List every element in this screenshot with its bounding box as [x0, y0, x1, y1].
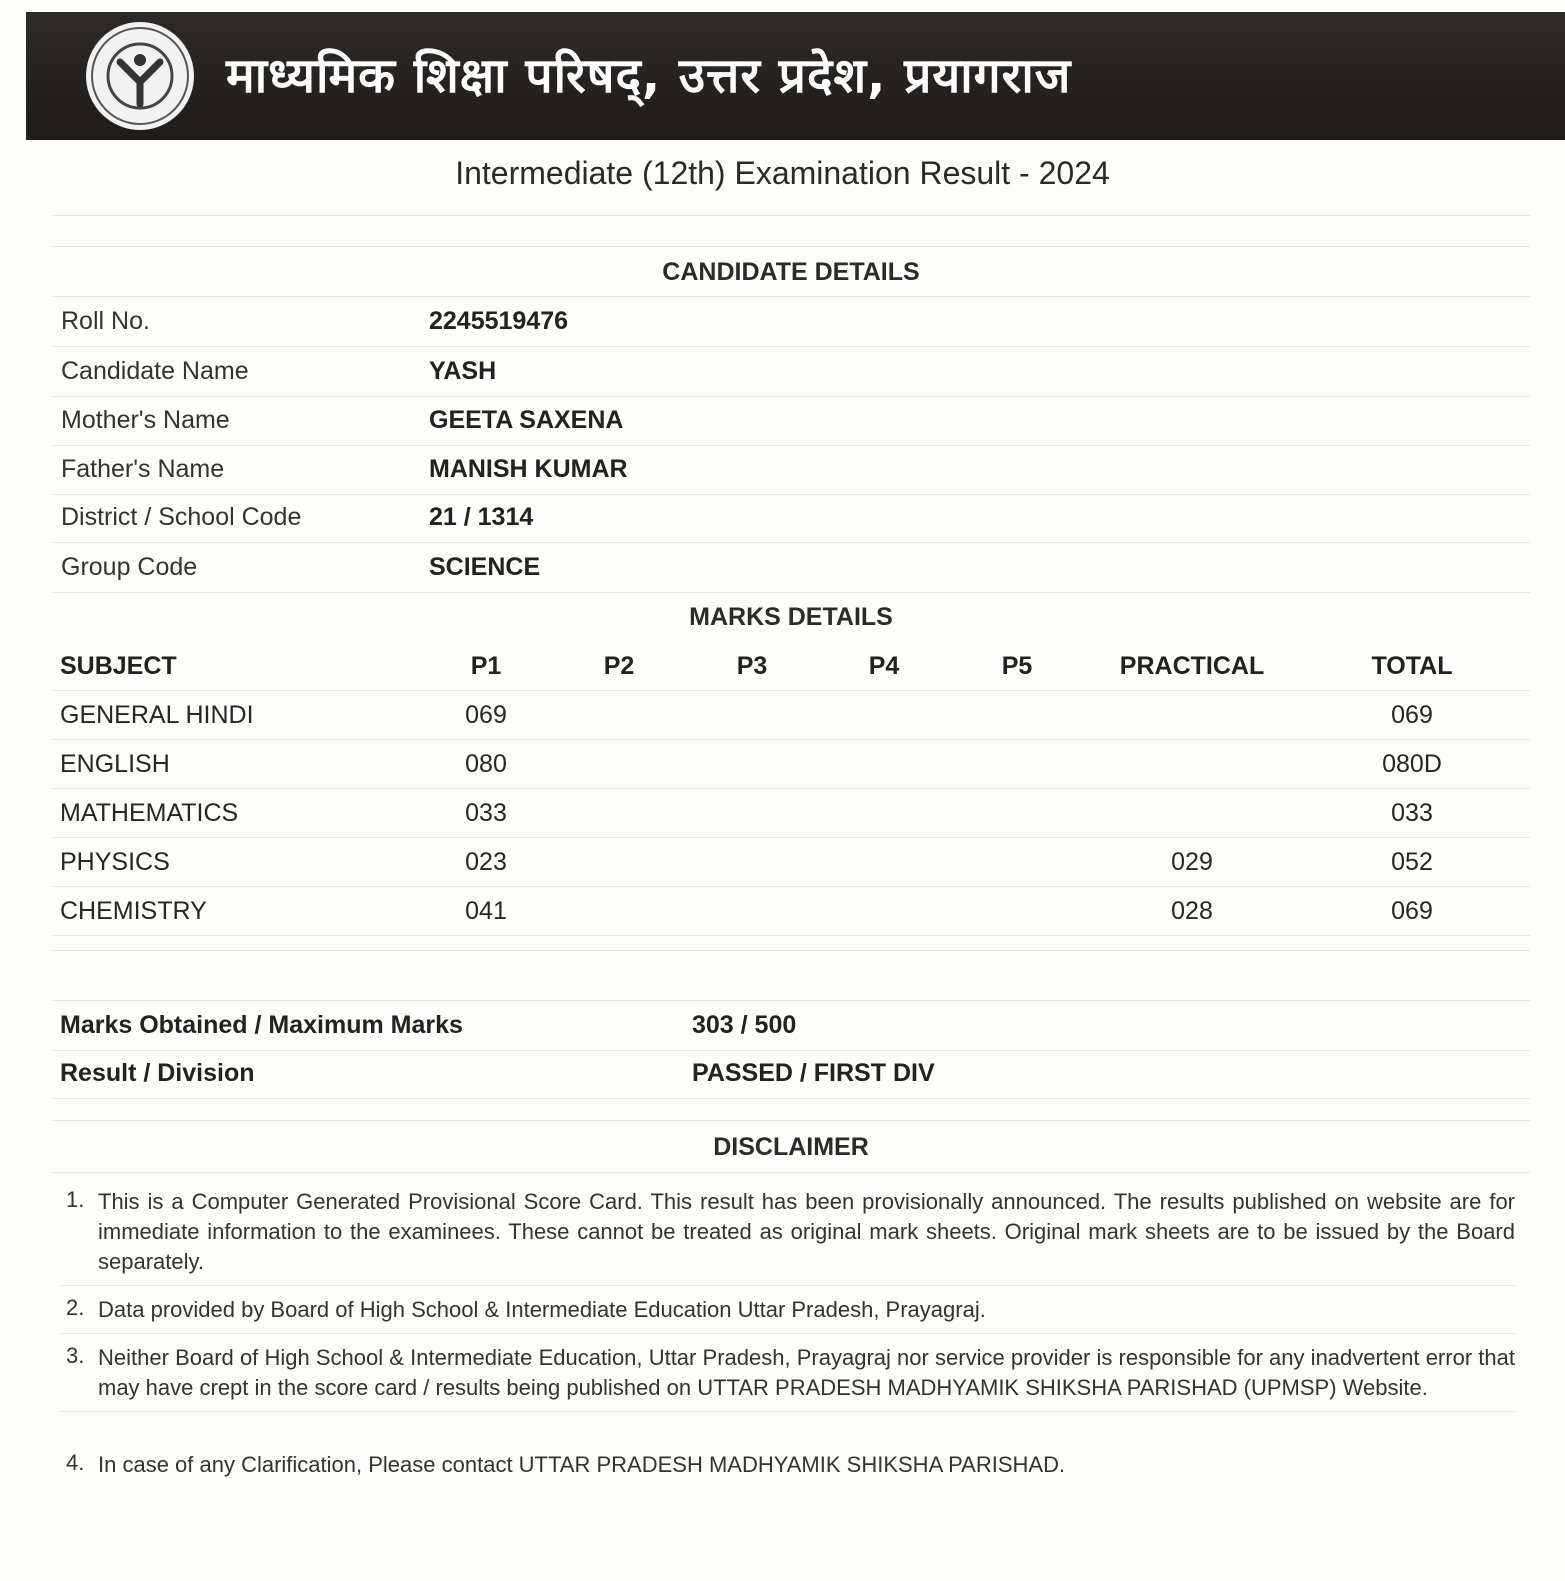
detail-label: District / School Code — [61, 503, 302, 531]
table-row — [52, 788, 1530, 838]
p1-cell: 033 — [465, 799, 507, 827]
total-cell: 069 — [1391, 897, 1433, 925]
p1-cell: 023 — [465, 848, 507, 876]
divider — [52, 1120, 1530, 1121]
subject-cell: CHEMISTRY — [60, 897, 207, 925]
marks-obtained-value: 303 / 500 — [692, 1011, 797, 1039]
table-row — [52, 690, 1530, 740]
detail-value: 21 / 1314 — [429, 503, 534, 531]
detail-row-group-code — [52, 543, 1530, 593]
detail-row-district-school-code — [52, 493, 1530, 543]
detail-value: 2245519476 — [429, 307, 569, 335]
detail-label: Candidate Name — [61, 357, 249, 385]
p1-cell: 080 — [465, 750, 507, 778]
column-header-p1: P1 — [470, 652, 502, 680]
subject-cell: MATHEMATICS — [60, 799, 239, 827]
disclaimer-heading: DISCLAIMER — [713, 1133, 869, 1161]
marks-obtained-row — [52, 1001, 1530, 1051]
column-header-p5: P5 — [1001, 652, 1033, 680]
result-division-label: Result / Division — [60, 1059, 255, 1087]
detail-row-mother-name — [52, 396, 1530, 446]
marks-details-heading: MARKS DETAILS — [689, 603, 893, 631]
table-row — [52, 837, 1530, 887]
detail-value: SCIENCE — [429, 553, 541, 581]
table-row — [52, 739, 1530, 789]
board-seal-logo — [84, 20, 196, 132]
detail-row-father-name — [52, 445, 1530, 495]
divider — [52, 246, 1530, 247]
column-header-subject: SUBJECT — [60, 652, 177, 680]
detail-value: MANISH KUMAR — [429, 455, 628, 483]
p1-cell: 041 — [465, 897, 507, 925]
disclaimer-text: Data provided by Board of High School & Intermediate Education Uttar Pradesh, Prayagraj. — [98, 1297, 986, 1322]
divider — [52, 1172, 1530, 1173]
column-header-practical: PRACTICAL — [1119, 652, 1265, 680]
disclaimer-item — [60, 1295, 1515, 1334]
detail-value: YASH — [429, 357, 497, 385]
detail-row-candidate-name — [52, 347, 1530, 397]
total-cell: 069 — [1391, 701, 1433, 729]
p1-cell: 069 — [465, 701, 507, 729]
header-banner — [26, 12, 1565, 140]
detail-label: Group Code — [61, 553, 198, 581]
detail-value: GEETA SAXENA — [429, 406, 624, 434]
disclaimer-number: 1. — [66, 1187, 85, 1212]
disclaimer-item — [60, 1187, 1515, 1286]
detail-label: Father's Name — [61, 455, 225, 483]
disclaimer-text: Neither Board of High School & Intermediate Education, Uttar Pradesh, Prayagraj nor service provider is responsible for any inadvertent error that may have crept in the score card / results being published on UTTAR PRADESH MADHYAMIK SHIKSHA PARISHAD (UPMSP) Website. — [98, 1345, 1515, 1400]
detail-row-roll-no — [52, 297, 1530, 347]
divider — [52, 215, 1530, 216]
marks-obtained-label: Marks Obtained / Maximum Marks — [60, 1011, 463, 1039]
total-cell: 080D — [1382, 750, 1442, 778]
column-header-p3: P3 — [736, 652, 768, 680]
detail-label: Roll No. — [61, 307, 150, 335]
disclaimer-item — [60, 1343, 1515, 1412]
practical-cell: 028 — [1171, 897, 1213, 925]
board-name: माध्यमिक शिक्षा परिषद्, उत्तर प्रदेश, प्रयागराज — [226, 48, 1072, 104]
subject-cell: ENGLISH — [60, 750, 170, 778]
column-header-p2: P2 — [603, 652, 635, 680]
divider — [52, 950, 1530, 951]
marks-table-header — [52, 641, 1530, 691]
disclaimer-text: In case of any Clarification, Please contact UTTAR PRADESH MADHYAMIK SHIKSHA PARISHAD. — [98, 1452, 1066, 1477]
disclaimer-number: 4. — [66, 1450, 85, 1475]
disclaimer-number: 2. — [66, 1295, 85, 1320]
total-cell: 033 — [1391, 799, 1433, 827]
disclaimer-number: 3. — [66, 1343, 85, 1368]
total-cell: 052 — [1391, 848, 1433, 876]
candidate-details-heading: CANDIDATE DETAILS — [662, 258, 920, 286]
column-header-total: TOTAL — [1371, 652, 1453, 680]
disclaimer-text: This is a Computer Generated Provisional Score Card. This result has been provisionally announced. The results published on website are for immediate information to the examinees. These cannot be treated as original mark sheets. Original mark sheets are to be issued by the Board separately. — [98, 1189, 1515, 1274]
practical-cell: 029 — [1171, 848, 1213, 876]
subject-cell: GENERAL HINDI — [60, 701, 254, 729]
result-division-value: PASSED / FIRST DIV — [692, 1059, 935, 1087]
table-row — [52, 886, 1530, 936]
page-title: Intermediate (12th) Examination Result - 2024 — [455, 155, 1110, 191]
result-division-row — [52, 1049, 1530, 1099]
disclaimer-item — [60, 1450, 1515, 1488]
column-header-p4: P4 — [868, 652, 900, 680]
detail-label: Mother's Name — [61, 406, 230, 434]
subject-cell: PHYSICS — [60, 848, 170, 876]
